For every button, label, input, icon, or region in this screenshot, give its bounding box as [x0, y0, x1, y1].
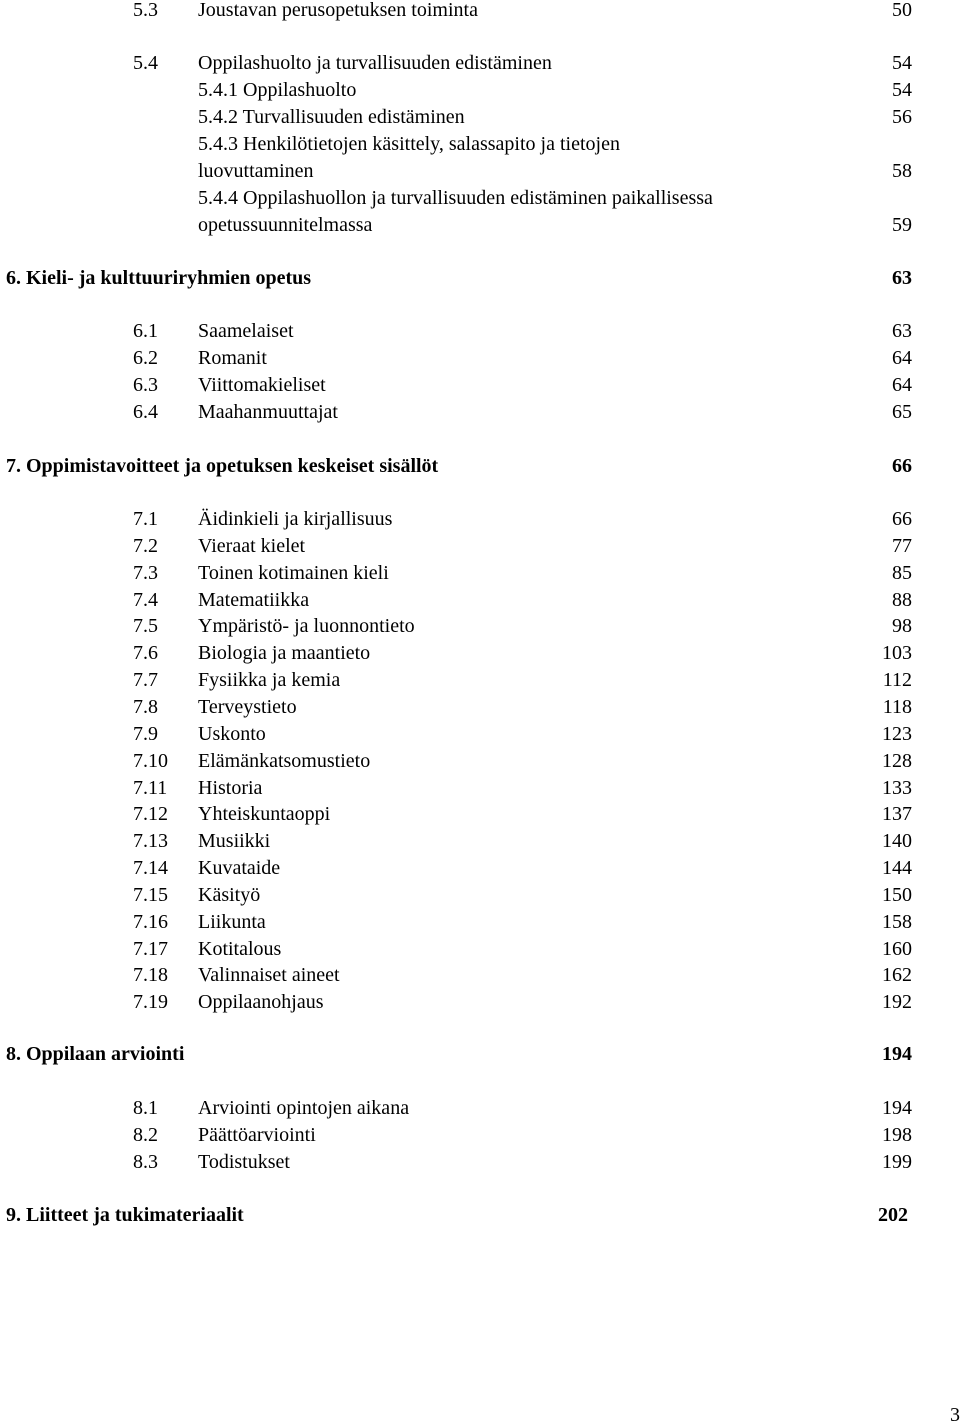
toc-entry: [0, 775, 960, 801]
toc-number: 6.4: [133, 401, 158, 423]
toc-page: 202: [878, 1204, 908, 1226]
toc-title: Yhteiskuntaoppi: [198, 803, 331, 826]
toc-number: 7.19: [133, 991, 168, 1014]
toc-page: 59: [892, 214, 912, 236]
toc-title: Biologia ja maantieto: [198, 642, 371, 665]
toc-entry: [0, 506, 960, 532]
toc-page: 160: [882, 937, 912, 960]
toc-number: 7.17: [133, 937, 168, 960]
toc-page: 194: [882, 1043, 912, 1065]
toc-title: Romanit: [198, 347, 267, 369]
toc-page: 98: [892, 615, 912, 638]
toc-title: Saamelaiset: [198, 320, 294, 342]
toc-page: 66: [892, 455, 912, 477]
toc-page: 85: [892, 561, 912, 584]
toc-entry: [0, 587, 960, 613]
toc-page: 199: [882, 1151, 912, 1173]
toc-chapter-title: 9. Liitteet ja tukimateriaalit: [6, 1204, 244, 1226]
toc-number: 7.2: [133, 534, 158, 557]
toc-number: 5.4: [133, 52, 158, 74]
toc-page: 54: [892, 52, 912, 74]
toc-title: Musiikki: [198, 830, 271, 853]
toc-entry: [0, 372, 960, 398]
toc-entry: [0, 533, 960, 559]
toc-page: 103: [882, 642, 912, 665]
toc-title: Oppilashuolto ja turvallisuuden edistäminen: [198, 52, 552, 74]
toc-chapter-title: 7. Oppimistavoitteet ja opetuksen keskeiset sisällöt: [6, 455, 439, 477]
toc-page: 88: [892, 588, 912, 611]
toc-number: 7.13: [133, 830, 168, 853]
toc-number: 6.3: [133, 374, 158, 396]
toc-number: 7.16: [133, 910, 168, 933]
toc-entry: [0, 318, 960, 344]
toc-number: 8.2: [133, 1124, 158, 1146]
toc-number: 6.2: [133, 347, 158, 369]
toc-entry: [0, 640, 960, 666]
toc-entry: [0, 560, 960, 586]
page-number: 3: [950, 1404, 960, 1426]
toc-number: 7.4: [133, 588, 158, 611]
toc-entry: [0, 1095, 960, 1121]
toc-entry: [0, 721, 960, 747]
toc-chapter-8: [0, 1041, 960, 1067]
toc-page: 133: [882, 776, 912, 799]
toc-entry: [0, 801, 960, 827]
toc-page: 58: [892, 160, 912, 182]
toc-title: 5.4.1 Oppilashuolto: [198, 79, 357, 101]
toc-page: 118: [882, 695, 912, 718]
toc-entry: [0, 962, 960, 988]
toc-title: Todistukset: [198, 1151, 290, 1173]
toc-entry-5-4-2: [0, 104, 960, 130]
toc-entry-5-4-3: [0, 131, 960, 157]
toc-chapter-7: [0, 453, 960, 479]
toc-title: Matematiikka: [198, 588, 310, 611]
toc-number: 5.3: [133, 0, 158, 21]
toc-page: 77: [892, 534, 912, 557]
toc-entry: [0, 855, 960, 881]
toc-title: Historia: [198, 776, 263, 799]
toc-page: 158: [882, 910, 912, 933]
toc-number: 7.12: [133, 803, 168, 826]
toc-number: 7.6: [133, 642, 158, 665]
toc-number: 7.9: [133, 722, 158, 745]
toc-entry-5-4-1: [0, 77, 960, 103]
toc-page: 140: [882, 830, 912, 853]
toc-page: 144: [882, 857, 912, 880]
toc-title: 5.4.2 Turvallisuuden edistäminen: [198, 106, 465, 128]
toc-chapter-title: 8. Oppilaan arviointi: [6, 1043, 185, 1065]
toc-title: Päättöarviointi: [198, 1124, 316, 1146]
toc-title: Viittomakieliset: [198, 374, 326, 396]
toc-entry: [0, 399, 960, 425]
toc-chapter-title: 6. Kieli- ja kulttuuriryhmien opetus: [6, 267, 312, 289]
toc-number: 6.1: [133, 320, 158, 342]
toc-title: Käsityö: [198, 883, 261, 906]
toc-title-line-2: opetussuunnitelmassa: [198, 214, 373, 236]
toc-page: 56: [892, 106, 912, 128]
toc-number: 7.18: [133, 964, 168, 987]
toc-number: 7.8: [133, 695, 158, 718]
toc-entry: [0, 748, 960, 774]
toc-title: Elämänkatsomustieto: [198, 749, 371, 772]
toc-page: 66: [892, 508, 912, 530]
toc-number: 7.10: [133, 749, 168, 772]
toc-title: Äidinkieli ja kirjallisuus: [198, 508, 393, 530]
toc-page: 50: [892, 0, 912, 21]
toc-title: Ympäristö- ja luonnontieto: [198, 615, 415, 638]
toc-title: Terveystieto: [198, 695, 297, 718]
toc-entry: [0, 1149, 960, 1175]
toc-entry: [0, 1122, 960, 1148]
toc-page: 64: [892, 347, 912, 369]
toc-entry: [0, 989, 960, 1015]
toc-page: 128: [882, 749, 912, 772]
toc-page: 162: [882, 964, 912, 987]
toc-title: Valinnaiset aineet: [198, 964, 340, 987]
toc-page: 64: [892, 374, 912, 396]
toc-entry: [0, 909, 960, 935]
toc-title: Maahanmuuttajat: [198, 401, 338, 423]
toc-number: 7.11: [133, 776, 168, 799]
toc-number: 7.1: [133, 508, 158, 530]
toc-entry-5-4-3-continued: [0, 158, 960, 184]
toc-number: 7.15: [133, 883, 168, 906]
toc-entry-5-4: [0, 50, 960, 76]
toc-title: Fysiikka ja kemia: [198, 669, 341, 692]
toc-chapter-9: [0, 1202, 960, 1228]
toc-entry: [0, 613, 960, 639]
toc-page: 192: [882, 991, 912, 1014]
toc-entry-5-4-4: [0, 185, 960, 211]
toc-page: 63: [892, 267, 912, 289]
toc-number: 7.14: [133, 857, 168, 880]
toc-page: 198: [882, 1124, 912, 1146]
toc-title: Uskonto: [198, 722, 266, 745]
toc-page: 150: [882, 883, 912, 906]
toc-entry-5-4-4-continued: [0, 212, 960, 238]
toc-title-line-2: luovuttaminen: [198, 160, 314, 182]
toc-entry: [0, 345, 960, 371]
toc-entry: [0, 694, 960, 720]
toc-number: 7.7: [133, 669, 158, 692]
toc-page: 137: [882, 803, 912, 826]
toc-page: 123: [882, 722, 912, 745]
toc-entry: [0, 936, 960, 962]
toc-title: Oppilaanohjaus: [198, 991, 324, 1014]
toc-title: Joustavan perusopetuksen toiminta: [198, 0, 478, 21]
toc-number: 7.5: [133, 615, 158, 638]
toc-title-line-1: 5.4.4 Oppilashuollon ja turvallisuuden edistäminen paikallisessa: [198, 187, 713, 209]
toc-title: Liikunta: [198, 910, 266, 933]
toc-entry-5-3: [0, 0, 960, 23]
toc-number: 8.1: [133, 1097, 158, 1119]
toc-chapter-6: [0, 265, 960, 291]
toc-entry: [0, 667, 960, 693]
toc-title: Vieraat kielet: [198, 534, 306, 557]
toc-page: 112: [882, 669, 912, 692]
toc-page: 63: [892, 320, 912, 342]
toc-number: 8.3: [133, 1151, 158, 1173]
toc-title: Kotitalous: [198, 937, 282, 960]
toc-page: 65: [892, 401, 912, 423]
toc-entry: [0, 882, 960, 908]
toc-title-line-1: 5.4.3 Henkilötietojen käsittely, salassapito ja tietojen: [198, 133, 620, 155]
toc-number: 7.3: [133, 561, 158, 584]
toc-page: 194: [882, 1097, 912, 1119]
toc-page: 54: [892, 79, 912, 101]
toc-title: Toinen kotimainen kieli: [198, 561, 389, 584]
toc-title: Arviointi opintojen aikana: [198, 1097, 410, 1119]
toc-entry: [0, 828, 960, 854]
toc-title: Kuvataide: [198, 857, 281, 880]
